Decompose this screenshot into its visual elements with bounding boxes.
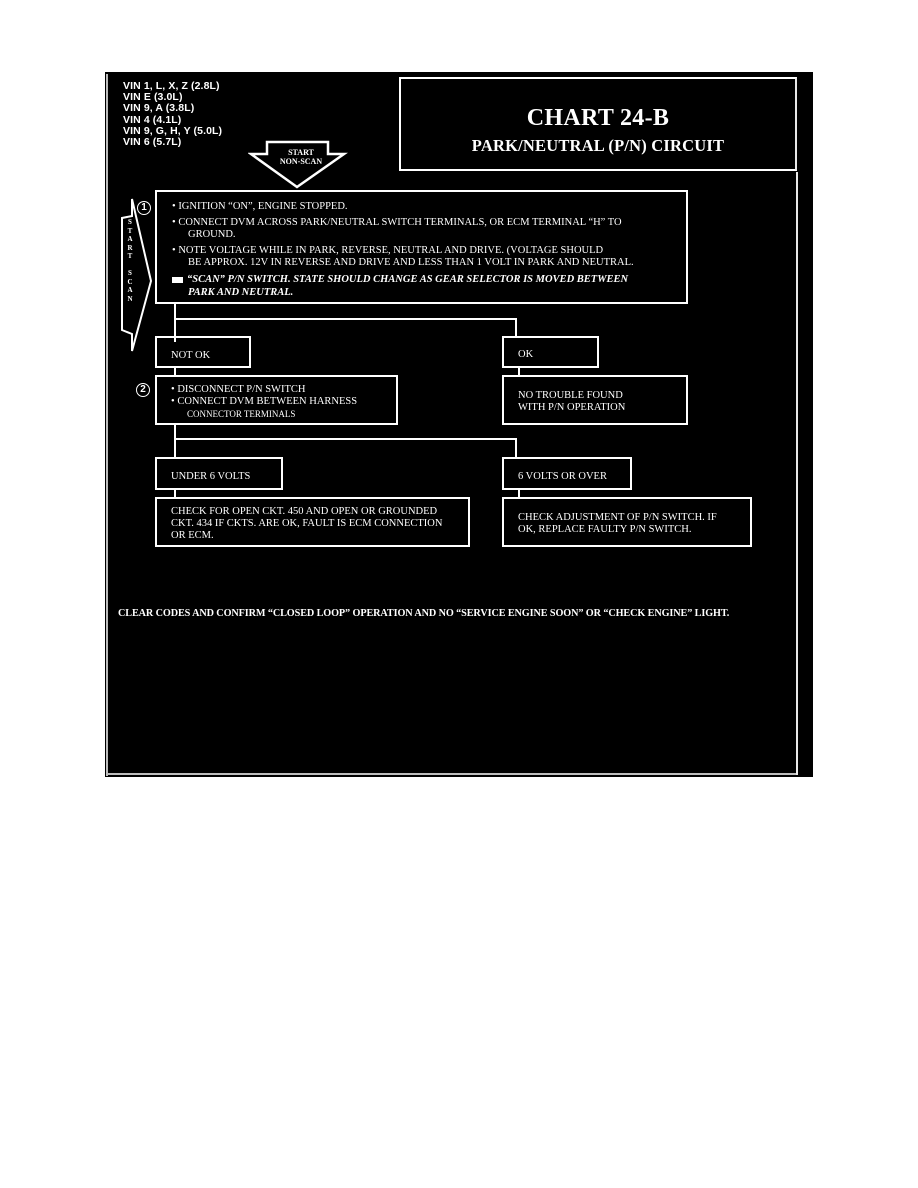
check-adjustment-box (502, 497, 752, 547)
step-text: NOTE VOLTAGE WHILE IN PARK, REVERSE, NEUTRAL AND DRIVE. (VOLTAGE SHOULD (178, 245, 604, 256)
6-volts-or-over-box (502, 457, 632, 490)
frame-border-bottom (106, 773, 798, 775)
vin-line: VIN E (3.0L) (123, 91, 183, 104)
bullet-icon: • (171, 384, 175, 395)
step-text-continuation: PARK AND NEUTRAL. (188, 287, 294, 298)
connector-line (515, 318, 517, 338)
6-volts-or-over-label: 6 VOLTS OR OVER (518, 471, 607, 482)
step-text-continuation: CONNECTOR TERMINALS (187, 409, 296, 419)
not-ok-box (155, 336, 251, 368)
arrow-letter: R (127, 243, 133, 252)
step1-item-1 (172, 201, 348, 213)
bullet-icon: • (172, 201, 176, 212)
chart-title-box (399, 77, 797, 171)
vin-line: VIN 6 (5.7L) (123, 136, 182, 149)
frame-border-left (106, 74, 108, 776)
connector-line (174, 318, 517, 320)
step-text: DISCONNECT P/N SWITCH (177, 384, 306, 395)
arrow-letter: T (127, 226, 133, 235)
start-scan-label (125, 218, 135, 303)
step-number-1: 1 (137, 201, 151, 215)
step1-item-2 (172, 217, 622, 229)
step1-box (155, 190, 688, 304)
start-scan-arrow-icon (118, 196, 158, 356)
bullet-icon: • (172, 217, 176, 228)
arrow-letter: A (127, 286, 133, 294)
arrow-text-line: NON-SCAN (279, 156, 323, 166)
step-text: “SCAN” P/N SWITCH. STATE SHOULD CHANGE AS GEAR SELECTOR IS MOVED BETWEEN (187, 274, 629, 285)
check-open-circuit-box (155, 497, 470, 547)
ok-box (502, 336, 599, 368)
connector-line (174, 438, 517, 440)
result-text: OK, REPLACE FAULTY P/N SWITCH. (518, 524, 692, 535)
vin-line: VIN 1, L, X, Z (2.8L) (123, 80, 220, 92)
result-text: CKT. 434 IF CKTS. ARE OK, FAULT IS ECM CONNECTION (171, 518, 443, 529)
ok-label: OK (518, 349, 534, 360)
frame-border-right (796, 172, 798, 775)
result-text: WITH P/N OPERATION (518, 402, 626, 413)
vin-line: VIN 9, A (3.8L) (123, 102, 195, 115)
connector-line (174, 425, 176, 459)
step-text-continuation: GROUND. (188, 229, 236, 240)
no-trouble-found-box (502, 375, 688, 425)
bullet-icon: • (171, 396, 175, 407)
arrow-letter: S (128, 269, 132, 277)
under-6-volts-label: UNDER 6 VOLTS (171, 471, 251, 482)
step-text-continuation: BE APPROX. 12V IN REVERSE AND DRIVE AND LESS THAN 1 VOLT IN PARK AND NEUTRAL. (188, 257, 634, 268)
arrow-text-line: START (288, 148, 314, 157)
clear-codes-note: CLEAR CODES AND CONFIRM “CLOSED LOOP” OPERATION AND NO “SERVICE ENGINE SOON” OR “CHECK ENGINE” LIGHT. (118, 608, 730, 619)
start-non-scan-label (271, 149, 331, 166)
step1-item-3 (172, 245, 603, 257)
step2-item-2 (171, 396, 357, 408)
arrow-letter-gap (125, 261, 135, 270)
scan-marker-icon (172, 277, 183, 283)
result-text: CHECK FOR OPEN CKT. 450 AND OPEN OR GROUNDED (171, 506, 438, 517)
arrow-letter: N (127, 294, 133, 303)
result-text: OR ECM. (171, 530, 214, 541)
result-text: NO TROUBLE FOUND (518, 390, 623, 401)
under-6-volts-box (155, 457, 283, 490)
not-ok-label: NOT OK (171, 350, 211, 361)
step1-item-4-scan (172, 274, 628, 286)
arrow-letter: C (127, 277, 133, 286)
step-number-2: 2 (136, 383, 150, 397)
arrow-letter: T (127, 252, 133, 260)
step2-box (155, 375, 398, 425)
vin-line: VIN 9, G, H, Y (5.0L) (123, 124, 223, 137)
chart-subtitle: PARK/NEUTRAL (P/N) CIRCUIT (471, 136, 725, 155)
bullet-icon: • (172, 245, 176, 256)
vehicle-application-list (123, 81, 222, 148)
step-text: CONNECT DVM ACROSS PARK/NEUTRAL SWITCH TERMINALS, OR ECM TERMINAL “H” TO (178, 217, 622, 228)
arrow-letter: S (128, 218, 132, 226)
result-text: CHECK ADJUSTMENT OF P/N SWITCH. IF (518, 512, 717, 523)
step-text: IGNITION “ON”, ENGINE STOPPED. (178, 201, 348, 212)
step-text: CONNECT DVM BETWEEN HARNESS (177, 396, 358, 407)
vin-line: VIN 4 (4.1L) (123, 113, 182, 126)
chart-number: CHART 24-B (526, 105, 670, 131)
arrow-letter: A (127, 235, 133, 243)
connector-line (515, 438, 517, 458)
step2-item-1 (171, 384, 305, 396)
